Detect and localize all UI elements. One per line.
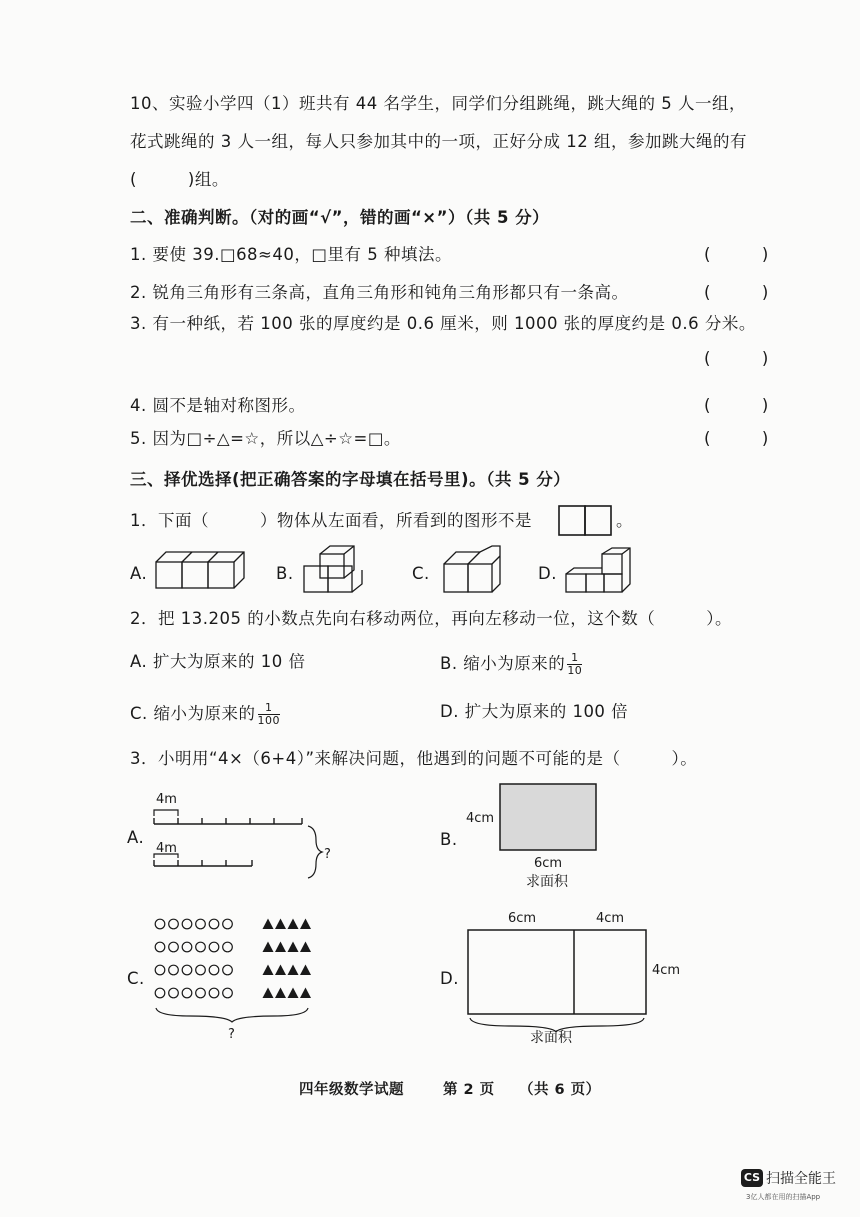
b-caption: 求面积: [526, 874, 568, 890]
judge-paren-1: ( ): [704, 245, 769, 264]
c-triangle: [275, 942, 286, 953]
c-triangle: [288, 919, 299, 930]
d-side-label: 4cm: [652, 963, 681, 978]
fraction-one-hundredth: $\frac{1}{100}$: [257, 701, 281, 727]
scanner-logo: [741, 1167, 836, 1188]
d-top-label-2: 4cm: [596, 911, 625, 926]
q3-option-c-dots-triangles: [150, 912, 330, 1042]
c-triangle: [300, 988, 311, 999]
b-bottom-label: 6cm: [534, 856, 563, 871]
q1-option-c-cubes: [438, 544, 508, 596]
c-circle: [209, 919, 219, 929]
judge-paren-2: ( ): [704, 283, 769, 302]
c-circle: [196, 919, 206, 929]
c-circle: [196, 965, 206, 975]
q3-option-a-label: A.: [127, 828, 145, 847]
c-circle: [169, 988, 179, 998]
a-length-label-bottom: 4m: [156, 841, 177, 856]
c-circle: [169, 919, 179, 929]
c-circle: [182, 965, 192, 975]
q1-option-d-cubes: [562, 546, 634, 596]
d-caption: 求面积: [530, 1030, 572, 1046]
q1-option-d-label: D.: [538, 564, 557, 583]
c-circle: [196, 942, 206, 952]
footer-page: 第 2 页: [443, 1082, 495, 1098]
q10-line3: ( )组。: [130, 170, 229, 189]
c-question-mark: ?: [228, 1027, 235, 1042]
scanner-tagline: 3亿人都在用的扫描App: [746, 1193, 821, 1201]
judge-item-1: 1. 要使 39.□68≈40，□里有 5 种填法。: [130, 245, 452, 264]
c-circle: [169, 965, 179, 975]
judge-item-3: 3. 有一种纸，若 100 张的厚度约是 0.6 厘米，则 1000 张的厚度约是 0.6 分米。: [130, 314, 756, 333]
c-circle: [223, 919, 233, 929]
c-circle: [223, 965, 233, 975]
c-triangle: [275, 919, 286, 930]
judge-paren-4: ( ): [704, 396, 769, 415]
cs-badge-icon: CS: [741, 1169, 763, 1187]
q3-option-d-rectangles: [460, 906, 700, 1048]
choice-q3-text: 3．小明用“4×（6+4）”来解决问题，他遇到的问题不可能的是（ ）。: [130, 749, 698, 768]
c-circle: [182, 988, 192, 998]
judge-paren-3: ( ): [704, 349, 769, 368]
q3-option-b-rectangle: [464, 780, 614, 894]
c-triangle: [263, 965, 274, 976]
q2-option-d: D. 扩大为原来的 100 倍: [440, 702, 629, 721]
q3-option-a-segment-diagram: [148, 788, 348, 888]
c-triangle: [275, 988, 286, 999]
q1-option-a-label: A.: [130, 564, 148, 583]
footer-total: （共 6 页）: [519, 1082, 601, 1098]
q1-option-a-cubes: [153, 548, 245, 594]
judge-item-4: 4. 圆不是轴对称图形。: [130, 396, 306, 415]
q2-option-b: B. 缩小为原来的 $\frac{1}{10}$: [440, 651, 583, 677]
a-question-mark: ?: [324, 847, 331, 862]
c-triangle: [288, 965, 299, 976]
c-triangle: [263, 942, 274, 953]
q1-target-shape: [558, 505, 614, 537]
q3-option-d-label: D.: [440, 969, 459, 988]
c-circle: [169, 942, 179, 952]
q3-option-b-label: B.: [440, 830, 458, 849]
c-triangle: [263, 988, 274, 999]
c-circle: [223, 988, 233, 998]
q2-option-c: C. 缩小为原来的 $\frac{1}{100}$: [130, 701, 281, 727]
c-triangle: [300, 965, 311, 976]
section2-title: 二、准确判断。（对的画“√”，错的画“×”）（共 5 分）: [130, 208, 550, 227]
c-circle: [155, 919, 165, 929]
c-triangle: [300, 919, 311, 930]
c-triangle: [300, 942, 311, 953]
q1-option-c-label: C.: [412, 564, 430, 583]
judge-paren-5: ( ): [704, 429, 769, 448]
c-circle: [196, 988, 206, 998]
scanner-app-name: 扫描全能王: [766, 1170, 836, 1187]
q2-option-a: A. 扩大为原来的 10 倍: [130, 652, 306, 671]
footer-subject: 四年级数学试题: [299, 1082, 404, 1098]
c-triangle: [288, 942, 299, 953]
c-circle: [209, 988, 219, 998]
b-side-label: 4cm: [466, 811, 495, 826]
c-circle: [223, 942, 233, 952]
c-circle: [182, 942, 192, 952]
judge-item-2: 2. 锐角三角形有三条高，直角三角形和钝角三角形都只有一条高。: [130, 283, 629, 302]
c-triangle: [288, 988, 299, 999]
c-circle: [209, 965, 219, 975]
q3-option-c-label: C.: [127, 969, 145, 988]
q10-line2: 花式跳绳的 3 人一组，每人只参加其中的一项，正好分成 12 组，参加跳大绳的有: [130, 132, 747, 151]
choice-q1-text: 1．下面（ ）物体从左面看，所看到的图形不是: [130, 511, 532, 530]
c-triangle: [263, 919, 274, 930]
d-top-label-1: 6cm: [508, 911, 537, 926]
section3-title: 三、择优选择(把正确答案的字母填在括号里)。（共 5 分）: [130, 470, 571, 489]
judge-item-5: 5. 因为□÷△=☆，所以△÷☆=□。: [130, 429, 401, 448]
c-circle: [209, 942, 219, 952]
choice-q1-end: 。: [616, 511, 633, 530]
c-circle: [155, 942, 165, 952]
a-length-label-top: 4m: [156, 792, 177, 807]
choice-q2-text: 2．把 13.205 的小数点先向右移动两位，再向左移动一位，这个数（ ）。: [130, 609, 732, 628]
c-circle: [155, 965, 165, 975]
q10-line1: 10、实验小学四（1）班共有 44 名学生，同学们分组跳绳，跳大绳的 5 人一组，: [130, 94, 746, 113]
c-circle: [155, 988, 165, 998]
c-circle: [182, 919, 192, 929]
q1-option-b-label: B.: [276, 564, 294, 583]
c-triangle: [275, 965, 286, 976]
fraction-one-tenth: $\frac{1}{10}$: [567, 651, 583, 677]
q1-option-b-cubes: [300, 544, 370, 596]
